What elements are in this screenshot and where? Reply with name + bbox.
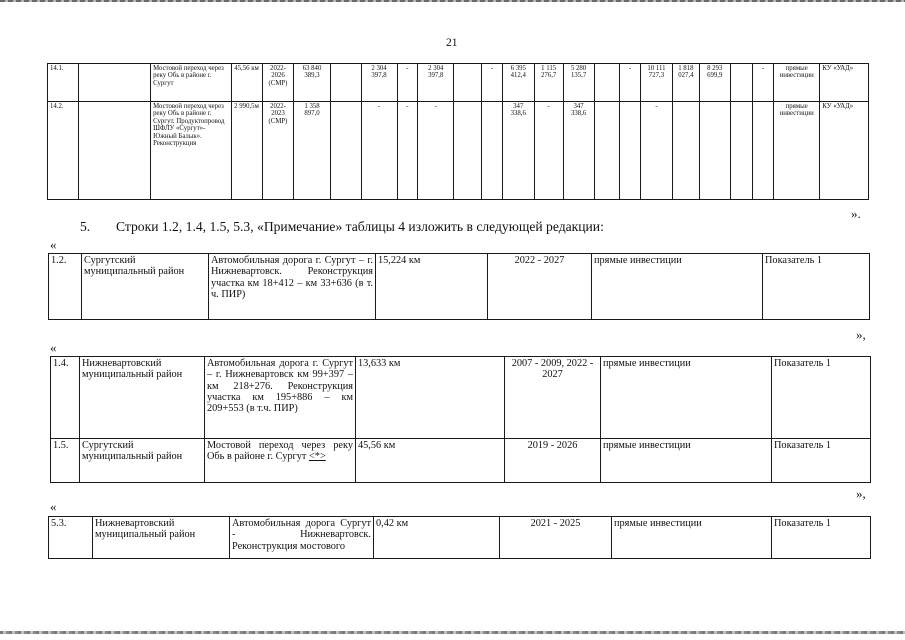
object-name: Автомобильная дорога г. Сургут – г. Нижневартовск км 99+397 – км 218+276. Реконструкция участка км 195+886 – км 209+553 (в т.ч. ПИР) xyxy=(205,357,356,439)
opening-quote: « xyxy=(50,237,57,252)
table-row xyxy=(48,102,869,200)
value-cell xyxy=(730,102,753,200)
opening-quote: « xyxy=(50,499,57,514)
value-cell: - xyxy=(753,64,774,102)
value-cell: 347 338,6 xyxy=(502,102,534,200)
funding-source: прямые инвестиции xyxy=(601,357,772,439)
table4-row-5-3 xyxy=(48,516,871,559)
value-cell: - xyxy=(418,102,454,200)
indicator: Показатель 1 xyxy=(772,517,871,559)
value-cell: 10 111 727,3 xyxy=(640,64,672,102)
value-cell: 5 280 135,7 xyxy=(563,64,594,102)
opening-quote: « xyxy=(50,340,57,355)
value-cell: - xyxy=(361,102,397,200)
value-cell xyxy=(594,102,620,200)
funding-source: прямые инвестиции xyxy=(601,439,772,483)
footnote-marker: <*> xyxy=(308,451,326,463)
row-number: 1.4. xyxy=(51,357,80,439)
row-number: 14.2. xyxy=(48,102,79,200)
value-cell: - xyxy=(534,102,563,200)
object-name: Автомобильная дорога г. Сургут – г. Нижневартовск. Реконструкция участка км 18+412 – км 33+636 (в т. ч. ПИР) xyxy=(209,254,376,320)
value-cell xyxy=(330,102,361,200)
organization: КУ «УАД» xyxy=(820,102,869,200)
page-top-edge xyxy=(0,0,905,2)
district: Сургутский муниципальный район xyxy=(80,439,205,483)
period: 2021 - 2025 xyxy=(500,517,612,559)
closing-quote: », xyxy=(856,327,866,342)
district-cell xyxy=(78,64,150,102)
page-bottom-edge xyxy=(0,631,905,634)
value-cell: - xyxy=(482,64,503,102)
table-row xyxy=(51,439,871,483)
table-row xyxy=(49,517,871,559)
table-row xyxy=(48,64,869,102)
value-cell xyxy=(753,102,774,200)
row-number: 1.2. xyxy=(49,254,82,320)
value-cell: 1 818 027,4 xyxy=(672,64,699,102)
district: Нижневартовский муниципальный район xyxy=(93,517,230,559)
closing-quote: ». xyxy=(851,206,861,221)
value-cell: 6 395 412,4 xyxy=(502,64,534,102)
object-name-text: Мостовой переход через реку Обь в районе г. Сургут xyxy=(207,440,353,463)
table4-row-1-2 xyxy=(48,253,870,320)
capacity: 15,224 км xyxy=(376,254,488,320)
table-row xyxy=(49,254,870,320)
value-cell xyxy=(594,64,620,102)
cost: 1 358 897,0 xyxy=(294,102,330,200)
value-cell: - xyxy=(397,102,418,200)
heading-number: 5. xyxy=(80,219,91,234)
period: 2019 - 2026 xyxy=(505,439,601,483)
district: Нижневартовский муниципальный район xyxy=(80,357,205,439)
funding-source: прямые инвестиции xyxy=(774,64,820,102)
indicator: Показатель 1 xyxy=(772,439,871,483)
district: Сургутский муниципальный район xyxy=(82,254,209,320)
row-number: 14.1. xyxy=(48,64,79,102)
capacity: 0,42 км xyxy=(374,517,500,559)
district-cell xyxy=(78,102,150,200)
object-name: Автомобильная дорога Сургут - Нижневартовск. Реконструкция мостового xyxy=(230,517,374,559)
value-cell xyxy=(699,102,730,200)
value-cell xyxy=(482,102,503,200)
closing-quote: », xyxy=(856,486,866,501)
organization: КУ «УАД» xyxy=(820,64,869,102)
object-name xyxy=(205,439,356,483)
indicator: Показатель 1 xyxy=(763,254,870,320)
value-cell xyxy=(454,64,482,102)
row-number: 1.5. xyxy=(51,439,80,483)
period: 2022-2026 (СМР) xyxy=(262,64,294,102)
funding-source: прямые инвестиции xyxy=(774,102,820,200)
cost: 63 840 389,3 xyxy=(294,64,330,102)
value-cell: 8 293 699,9 xyxy=(699,64,730,102)
section-heading xyxy=(80,219,604,235)
value-cell xyxy=(454,102,482,200)
page-number: 21 xyxy=(446,37,458,49)
table4-rows-1-4-1-5 xyxy=(50,356,871,483)
funding-source: прямые инвестиции xyxy=(592,254,763,320)
capacity: 45,56 км xyxy=(231,64,262,102)
value-cell: 2 304 397,8 xyxy=(361,64,397,102)
capacity: 2 990,5м xyxy=(231,102,262,200)
value-cell xyxy=(330,64,361,102)
value-cell: - xyxy=(397,64,418,102)
heading-text: Строки 1.2, 1.4, 1.5, 5.3, «Примечание» таблицы 4 изложить в следующей редакции: xyxy=(116,219,604,234)
value-cell: 1 115 276,7 xyxy=(534,64,563,102)
value-cell: - xyxy=(640,102,672,200)
capacity: 13,633 км xyxy=(356,357,505,439)
object-name: Мостовой переход через реку Обь в районе г. Сургут. Продуктопровод ШФЛУ «Сургут»-Южный Балык». Реконструкция xyxy=(151,102,231,200)
row-number: 5.3. xyxy=(49,517,93,559)
period: 2022-2023 (СМР) xyxy=(262,102,294,200)
period: 2007 - 2009, 2022 - 2027 xyxy=(505,357,601,439)
funding-source: прямые инвестиции xyxy=(612,517,772,559)
value-cell: 2 304 397,8 xyxy=(418,64,454,102)
value-cell: 347 338,6 xyxy=(563,102,594,200)
value-cell xyxy=(620,102,641,200)
value-cell xyxy=(730,64,753,102)
value-cell xyxy=(672,102,699,200)
indicator: Показатель 1 xyxy=(772,357,871,439)
object-name: Мостовой переход через реку Обь в районе г. Сургут xyxy=(151,64,231,102)
investment-table-fragment xyxy=(47,63,869,200)
capacity: 45,56 км xyxy=(356,439,505,483)
table-row xyxy=(51,357,871,439)
period: 2022 - 2027 xyxy=(488,254,592,320)
value-cell: - xyxy=(620,64,641,102)
